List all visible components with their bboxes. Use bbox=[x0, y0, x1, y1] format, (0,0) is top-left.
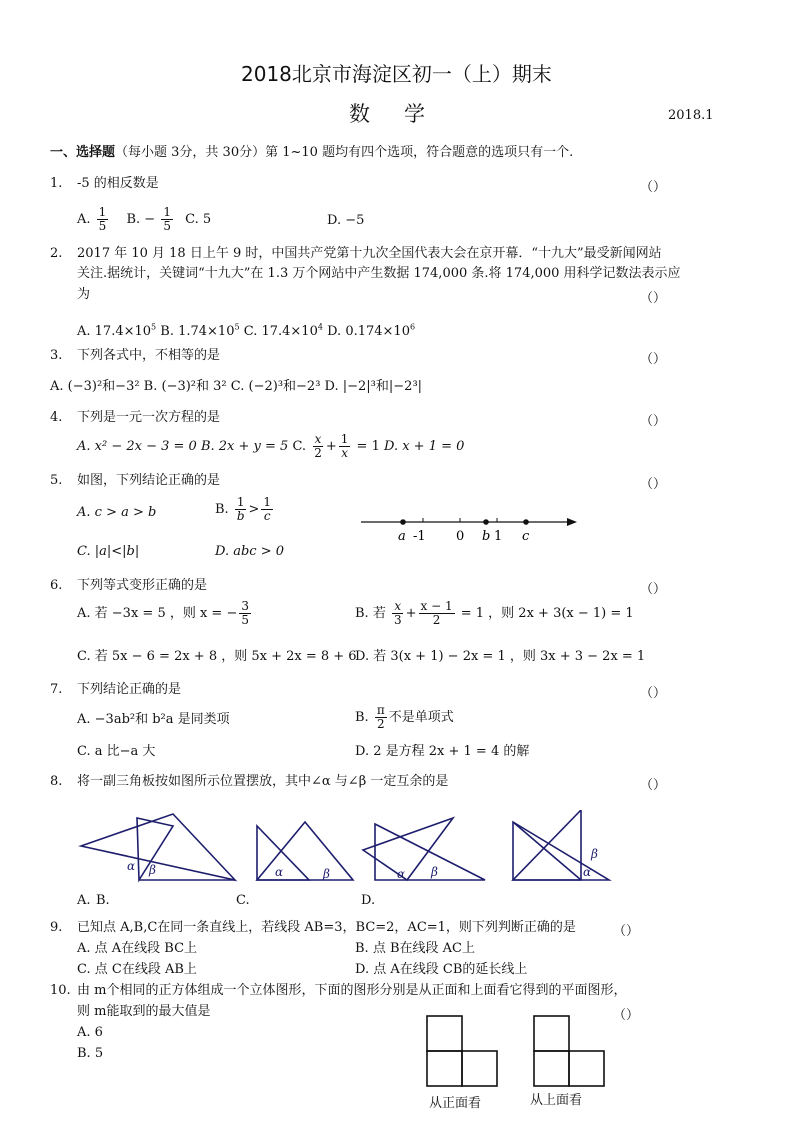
q9-option-c: C. 点 C在线段 AB上 bbox=[77, 962, 197, 977]
frac-den: 5 bbox=[163, 219, 171, 233]
q2-line1: 2017 年 10 月 18 日上午 9 时，中国共产党第十九次全国代表大会在京开幕．“十九大”最受新闻网站 bbox=[77, 246, 662, 261]
q6-option-d: D. 若 3(x + 1) − 2x = 1 ，则 3x + 3 − 2x = 1 bbox=[355, 649, 646, 664]
q1-option-a: A. bbox=[77, 212, 91, 227]
page-title: 2018北京市海淀区初一（上）期末 bbox=[241, 62, 552, 86]
figure-c-beta: β bbox=[431, 865, 438, 879]
figure-c-alpha: α bbox=[397, 867, 406, 881]
q10-line2: 则 m能取到的最大值是 bbox=[77, 1004, 211, 1019]
q10-answer-paren: （） bbox=[613, 1008, 640, 1023]
q6-stem: 下列等式变形正确的是 bbox=[77, 578, 208, 593]
frac-den: 5 bbox=[98, 219, 107, 233]
q2-b-exp: 5 bbox=[234, 323, 240, 332]
axis-arrow bbox=[567, 518, 577, 526]
q5-option-c: C. |a|<|b| bbox=[77, 544, 140, 559]
q2-option-b bbox=[160, 324, 239, 339]
figure-d-beta: β bbox=[591, 847, 598, 861]
frac-den: 2 bbox=[432, 613, 441, 627]
q8-option-a: A. bbox=[77, 893, 91, 908]
frac-num: 1 bbox=[236, 495, 245, 509]
figure-b-beta: β bbox=[323, 867, 330, 881]
q9-number: 9. bbox=[50, 920, 63, 935]
q3-number: 3. bbox=[50, 348, 63, 363]
frac-num: x − 1 bbox=[420, 599, 453, 613]
frac-den: x bbox=[341, 446, 348, 460]
q1-option-a-fraction bbox=[97, 206, 109, 233]
label-a: a bbox=[398, 529, 406, 544]
q8-stem: 将一副三角板按如图所示位置摆放，其中∠α 与∠β 一定互余的是 bbox=[77, 774, 449, 789]
q2-c-exp: 4 bbox=[317, 323, 323, 332]
q6-option-b: B. 若 $\frac{x}{3}$ + $\frac{x - 1}{2}$ = 1 ，则 2x + 3(x − 1) = 1 bbox=[355, 599, 634, 627]
q3-stem: 下列各式中，不相等的是 bbox=[77, 348, 221, 363]
q6-a-text: A. 若 −3x = 5 ，则 x = − bbox=[77, 606, 238, 621]
q5-b-fraction-1 bbox=[235, 496, 247, 523]
label-one: 1 bbox=[494, 529, 503, 544]
q7-b-fraction bbox=[375, 704, 387, 731]
figure-b-alpha: α bbox=[275, 865, 284, 879]
q1-option-b: B. − bbox=[126, 212, 156, 227]
q2-number: 2. bbox=[50, 246, 63, 261]
section-label: 一、选择题 bbox=[50, 145, 116, 160]
q7-answer-paren: （） bbox=[640, 686, 667, 701]
q10-option-b: B. 5 bbox=[77, 1046, 104, 1061]
point-c bbox=[523, 519, 529, 525]
q6-b-fraction-1 bbox=[392, 600, 404, 627]
frac-num: 1 bbox=[263, 495, 272, 509]
q1-option-c: C. 5 bbox=[185, 212, 212, 227]
q2-d-exp: 6 bbox=[409, 323, 416, 332]
q2-a-exp: 5 bbox=[151, 323, 157, 332]
frac-den: c bbox=[263, 509, 271, 523]
q7-b-pre: B. bbox=[355, 710, 369, 725]
q9-option-a: A. 点 A在线段 BC上 bbox=[77, 941, 198, 956]
q6-b-post: = 1 ，则 2x + 3(x − 1) = 1 bbox=[460, 606, 634, 621]
q9-option-b: B. 点 B在线段 AC上 bbox=[355, 941, 475, 956]
frac-num: x bbox=[394, 599, 402, 613]
q2-line3: 为 bbox=[77, 287, 91, 302]
label-b: b bbox=[482, 529, 491, 544]
q9-stem: 已知点 A,B,C在同一条直线上，若线段 AB=3，BC=2，AC=1，则下列判断正确的是 bbox=[77, 920, 576, 935]
q5-stem: 如图，下列结论正确的是 bbox=[77, 473, 221, 488]
q4-option-d: D. x + 1 = 0 bbox=[383, 439, 465, 454]
q4-stem: 下列是一元一次方程的是 bbox=[77, 410, 221, 425]
q6-option-c: C. 若 5x − 6 = 2x + 8 ，则 5x + 2x = 8 + 6 bbox=[77, 649, 357, 664]
label-c: c bbox=[522, 529, 530, 544]
q2-options bbox=[77, 320, 415, 340]
q4-options: A. x² − 2x − 3 = 0 B. 2x + y = 5 C. $\frac{x}{2}$ + $\frac{1}{x}$ = 1 D. x + 1 = 0 bbox=[77, 432, 465, 460]
frac-num: 1 bbox=[98, 205, 107, 219]
q8-option-b: B. bbox=[96, 893, 110, 908]
q5-b-fraction-2 bbox=[261, 496, 273, 523]
frac-den: 5 bbox=[241, 613, 249, 627]
q4-answer-paren: （） bbox=[640, 414, 667, 429]
section-heading bbox=[50, 145, 573, 161]
q4-c-fraction-2 bbox=[339, 433, 351, 460]
q7-option-c: C. a 比−a 大 bbox=[77, 744, 156, 759]
frac-num: x bbox=[314, 432, 322, 446]
q5-answer-paren: （） bbox=[640, 477, 667, 492]
q2-b-base: B. 1.74×10 bbox=[160, 324, 235, 340]
frac-num: π bbox=[376, 703, 385, 717]
q2-c-base: C. 17.4×10 bbox=[243, 324, 318, 340]
q5-number: 5. bbox=[50, 473, 63, 488]
q5-option-d: D. abc > 0 bbox=[215, 544, 285, 559]
q8-option-c: C. bbox=[236, 893, 250, 908]
q3-answer-paren: （） bbox=[640, 352, 667, 367]
figure-a-beta: β bbox=[149, 863, 156, 877]
q7-number: 7. bbox=[50, 682, 63, 697]
q4-option-c: C. bbox=[292, 439, 307, 454]
q2-option-a bbox=[77, 324, 156, 339]
front-view bbox=[427, 1016, 497, 1086]
q4-option-a: A. x² − 2x − 3 = 0 bbox=[77, 439, 197, 454]
q8-number: 8. bbox=[50, 774, 63, 789]
q1-options bbox=[77, 206, 211, 233]
q10-line1: 由 m个相同的正方体组成一个立体图形，下面的图形分别是从正面和上面看它得到的平面图形， bbox=[77, 983, 627, 998]
frac-den: 2 bbox=[376, 717, 385, 731]
q9-option-d: D. 点 A在线段 CB的延长线上 bbox=[355, 962, 528, 977]
figure-c bbox=[363, 818, 485, 881]
top-view bbox=[534, 1016, 604, 1086]
label-minus-one: -1 bbox=[413, 529, 426, 544]
figure-d-alpha: α bbox=[583, 865, 592, 879]
q5-number-line bbox=[355, 508, 585, 544]
q10-number: 10. bbox=[50, 983, 71, 998]
q6-option-a bbox=[77, 600, 253, 627]
q4-c-fraction-1 bbox=[312, 433, 324, 460]
q3-options: A. (−3)²和−3² B. (−3)²和 3² C. (−2)³和−2³ D. |−2|³和|−2³| bbox=[50, 379, 423, 394]
section-description: （每小题 3分，共 30分）第 1~10 题均有四个选项，符合题意的选项只有一个. bbox=[115, 145, 574, 160]
point-a bbox=[400, 519, 406, 525]
q8-option-d: D. bbox=[361, 893, 376, 908]
q7-option-b bbox=[355, 704, 454, 731]
frac-num: 3 bbox=[241, 599, 249, 613]
q1-stem: -5 的相反数是 bbox=[77, 176, 159, 191]
q7-option-d: D. 2 是方程 2x + 1 = 4 的解 bbox=[355, 744, 530, 759]
subject-title: 数学 bbox=[349, 102, 459, 126]
q1-number: 1. bbox=[50, 176, 63, 191]
figure-a bbox=[81, 814, 235, 880]
point-b bbox=[483, 519, 489, 525]
q2-option-d bbox=[327, 324, 415, 339]
q7-stem: 下列结论正确的是 bbox=[77, 682, 182, 697]
q10-views-figure bbox=[425, 1014, 610, 1089]
front-view-caption: 从正面看 bbox=[429, 1096, 482, 1111]
q2-answer-paren: （） bbox=[640, 291, 667, 306]
q6-a-fraction bbox=[239, 600, 251, 627]
q2-option-c bbox=[244, 324, 323, 339]
q2-a-base: A. 17.4×10 bbox=[77, 324, 152, 340]
frac-den: b bbox=[236, 509, 245, 523]
q7-b-post: 不是单项式 bbox=[388, 710, 454, 725]
q4-number: 4. bbox=[50, 410, 63, 425]
q1-option-d: D. −5 bbox=[327, 213, 365, 228]
figure-b bbox=[257, 822, 353, 881]
q6-answer-paren: （） bbox=[640, 582, 667, 597]
q1-option-b-fraction bbox=[161, 206, 173, 233]
q6-b-fraction-2 bbox=[419, 600, 455, 627]
q4-option-c-tail: = 1 bbox=[356, 439, 380, 454]
frac-den: 2 bbox=[314, 446, 322, 460]
exam-date: 2018.1 bbox=[668, 108, 714, 123]
top-view-caption: 从上面看 bbox=[530, 1093, 583, 1108]
q2-d-base: D. 0.174×10 bbox=[327, 324, 410, 340]
q5-b-label: B. bbox=[215, 502, 229, 517]
q2-line2: 关注.据统计，关键词“十九大”在 1.3 万个网站中产生数据 174,000 条.将 174,000 用科学记数法表示应 bbox=[77, 266, 681, 281]
q9-answer-paren: （） bbox=[613, 924, 640, 939]
label-zero: 0 bbox=[456, 529, 465, 544]
figure-a-alpha: α bbox=[127, 859, 136, 873]
q8-triangle-figures bbox=[75, 810, 620, 885]
q10-option-a: A. 6 bbox=[77, 1025, 103, 1040]
q1-answer-paren: （） bbox=[640, 180, 667, 195]
q6-b-pre: B. 若 bbox=[355, 606, 386, 621]
frac-num: 1 bbox=[163, 205, 171, 219]
q5-option-a: A. c > a > b bbox=[77, 505, 157, 520]
q5-option-b: B. $\frac{1}{b}$ > $\frac{1}{c}$ bbox=[215, 495, 272, 523]
q8-answer-paren: （） bbox=[640, 778, 667, 793]
q4-option-b: B. 2x + y = 5 bbox=[200, 439, 289, 454]
frac-den: 3 bbox=[393, 613, 402, 627]
frac-num: 1 bbox=[340, 432, 349, 446]
q7-option-a: A. −3ab²和 b²a 是同类项 bbox=[77, 712, 230, 727]
q6-number: 6. bbox=[50, 578, 63, 593]
figure-d bbox=[513, 810, 609, 880]
